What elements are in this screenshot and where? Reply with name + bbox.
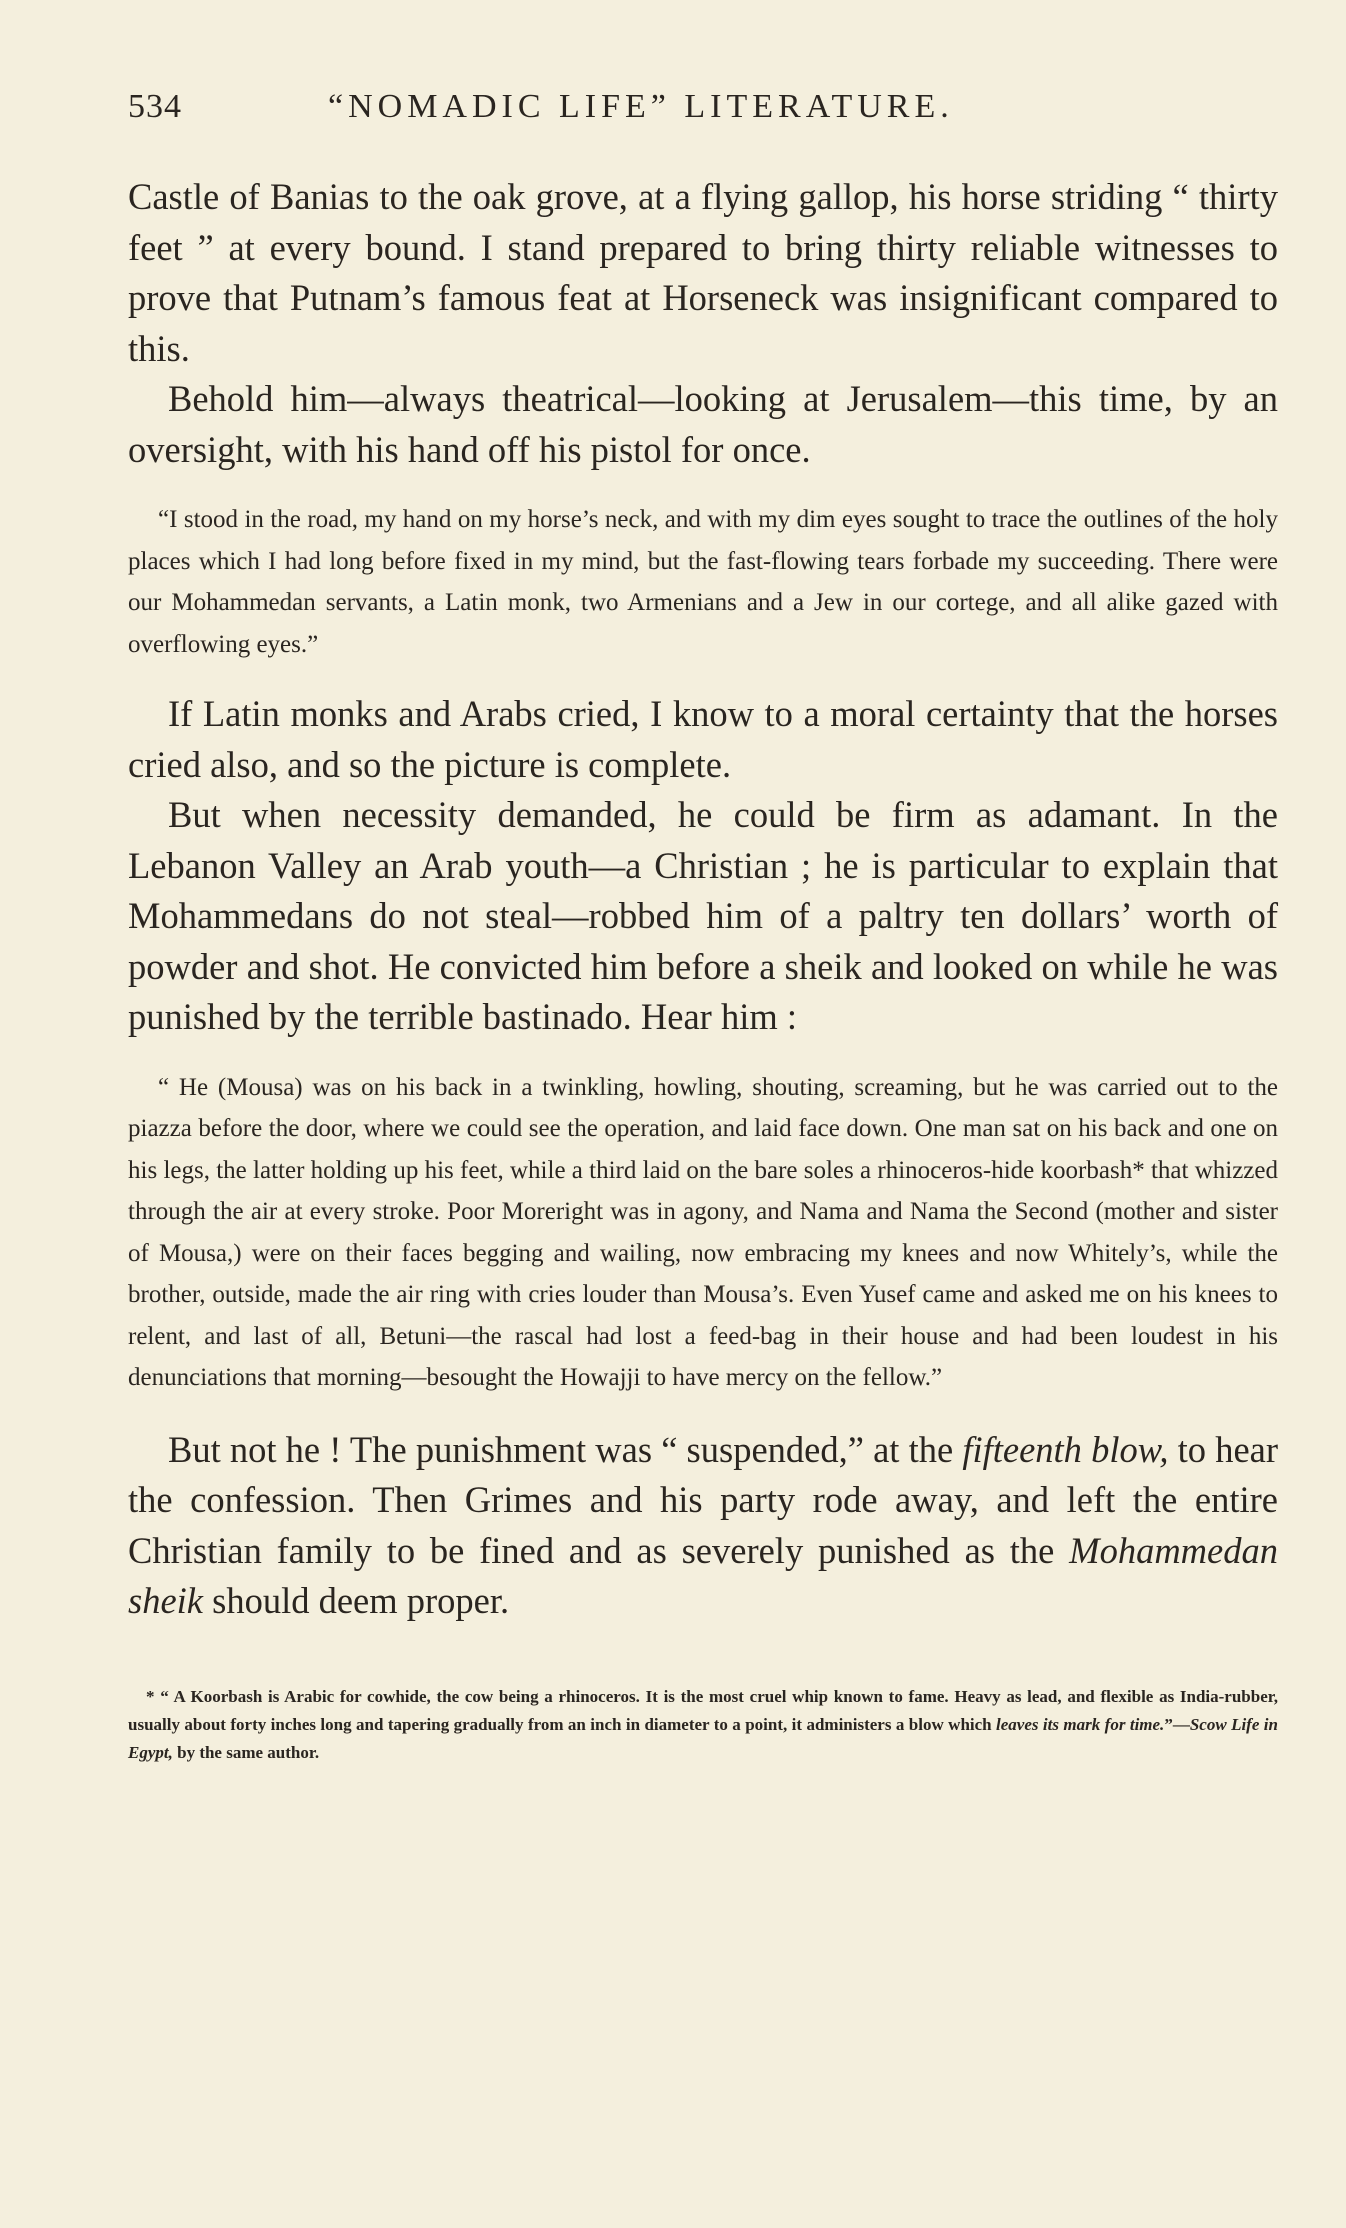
footnote-italic-2: Scow Life in Egypt, [128, 1714, 1278, 1762]
page-number: 534 [128, 88, 182, 125]
paragraph-5-text-c: should deem proper. [203, 1580, 510, 1621]
body-paragraph-5 [128, 1425, 1278, 1627]
paragraph-5-text-b: to hear the confession. Then Grimes and his party rode away, and left the entire Christian family to be fined and as severely punished as the [128, 1428, 1278, 1571]
footnote [128, 1683, 1278, 1767]
footnote-text-a: * “ A Koorbash is Arabic for cowhide, the cow being a rhinoceros. It is the most cruel whip known to fame. Heavy as lead, and flexible as India-rubber, usually about forty inches long and tapering gradually from an inch in diameter to a point, it administers a blow which [128, 1686, 1278, 1734]
running-header [128, 88, 1278, 158]
body-paragraph-1: Castle of Banias to the oak grove, at a flying gallop, his horse striding “ thirty feet ” at every bound. I stand prepared to bring thirty reliable witnesses to prove that Putnam’s famous feat at Horseneck was insignificant compared to this. [128, 176, 1278, 369]
body-paragraph-2: Behold him—always theatrical—looking at Jerusalem—this time, by an oversight, with his hand off his pistol for once. [128, 378, 1278, 470]
italic-mohammedan-sheik: Mohammedan sheik [128, 1529, 1278, 1621]
book-page [128, 70, 1278, 1767]
running-title: “NOMADIC LIFE” LITERATURE. [328, 88, 954, 125]
body-paragraph-4: But when necessity demanded, he could be firm as adamant. In the Lebanon Valley an Arab youth—a Christian ; he is particular to explain that Mohammedans do not steal—robbed him of a paltry ten dollars’ worth of powder and shot. He convicted him before a sheik and looked on while he was punished by the terrible bastinado. Hear him : [128, 794, 1278, 1037]
footnote-text-c: by the same author. [172, 1742, 320, 1762]
footnote-italic-1: leaves its mark for time. [996, 1714, 1165, 1734]
block-quote-2: “ He (Mousa) was on his back in a twinkling, howling, shouting, screaming, but he was carried out to the piazza before the door, where we could see the operation, and laid face down. One man sat on his back and one on his legs, the latter holding up his feet, while a third laid on the bare soles a rhinoceros-hide koorbash* that whizzed through the air at every stroke. Poor Moreright was in agony, and Nama and Nama the Second (mother and sister of Mousa,) were on their faces begging and wailing, now embracing my knees and now Whitely’s, while the brother, outside, made the air ring with cries louder than Mousa’s. Even Yusef came and asked me on his knees to relent, and last of all, Betuni—the rascal had lost a feed-bag in their house and had been loudest in his denunciations that morning—besought the Howajji to have mercy on the fellow.” [128, 1073, 1278, 1391]
italic-fifteenth-blow: fifteenth blow, [962, 1428, 1169, 1470]
block-quote-1: “I stood in the road, my hand on my horse’s neck, and with my dim eyes sought to trace the outlines of the holy places which I had long before fixed in my mind, but the fast-flowing tears forbade my succeeding. There were our Mohammedan servants, a Latin monk, two Armenians and a Jew in our cortege, and all alike gazed with overflowing eyes.” [128, 506, 1278, 658]
footnote-text-b: ”— [1164, 1714, 1190, 1734]
paragraph-5-text-a: But not he ! The punishment was “ suspended,” at the [168, 1428, 963, 1470]
body-paragraph-3: If Latin monks and Arabs cried, I know to a moral certainty that the horses cried also, and so the picture is complete. [128, 693, 1278, 785]
